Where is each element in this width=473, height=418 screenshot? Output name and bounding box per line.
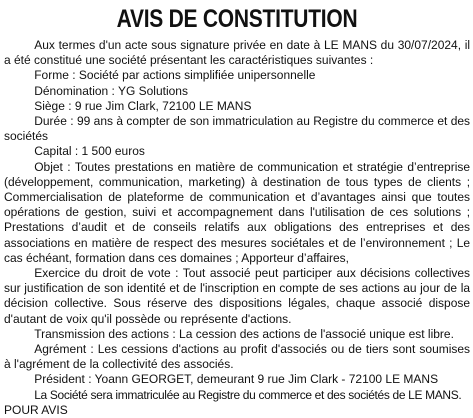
paragraph-share-transfer: Transmission des actions : La cession des actions de l'associé unique est libre. — [34, 326, 454, 341]
paragraph-duration: Durée : 99 ans à compter de son immatriculation au Registre du commerce et des sociétés — [4, 114, 471, 144]
notice-body — [4, 38, 470, 418]
paragraph-registration: La Société sera immatriculée au Registre du commerce et des sociétés de LE MANS. — [34, 387, 462, 402]
notice-title: AVIS DE CONSTITUTION — [116, 5, 358, 33]
paragraph-head-office: Siège : 9 rue Jim Clark, 72100 LE MANS — [34, 98, 252, 113]
signature-line: POUR AVIS — [4, 402, 68, 417]
paragraph-purpose: Objet : Toutes prestations en matière de communication et stratégie d’entreprise (développement, communication, marketing) à destination de tous types de clients ; Commercialisation de plateforme de communication et d’avantages ainsi que toutes opérations de gestion, suivi et accompagnement dans l'utilisation de ces solutions ; Prestations d’audit et de conseils relatifs aux obligations des entreprises et des associations en matière de respect des mesures sociétales et de l’environnement ; Le cas échéant, formation dans ces domaines ; Apporteur d’affaires, — [4, 159, 471, 265]
paragraph-name: Dénomination : YG Solutions — [34, 83, 188, 98]
paragraph-approval: Agrément : Les cessions d'actions au profit d'associés ou de tiers sont soumises à l'agrément de la collectivité des associés. — [4, 342, 471, 372]
paragraph-form: Forme : Société par actions simplifiée unipersonnelle — [34, 68, 316, 83]
paragraph-capital: Capital : 1 500 euros — [34, 144, 145, 159]
legal-notice — [4, 0, 470, 418]
paragraph-voting-rights: Exercice du droit de vote : Tout associé peut participer aux décisions collectives sur justification de son identité et de l'inscription en compte de ses actions au jour de la décision collective. Sous réserve des dispositions légales, chaque associé dispose d'autant de voix qu'il possède ou représente d'actions. — [4, 266, 471, 326]
paragraph-preamble: Aux termes d'un acte sous signature privée en date à LE MANS du 30/07/2024, il a été constitué une société présentant les caractéristiques suivantes : — [4, 38, 471, 68]
paragraph-president: Président : Yoann GEORGET, demeurant 9 rue Jim Clark - 72100 LE MANS — [34, 372, 439, 387]
